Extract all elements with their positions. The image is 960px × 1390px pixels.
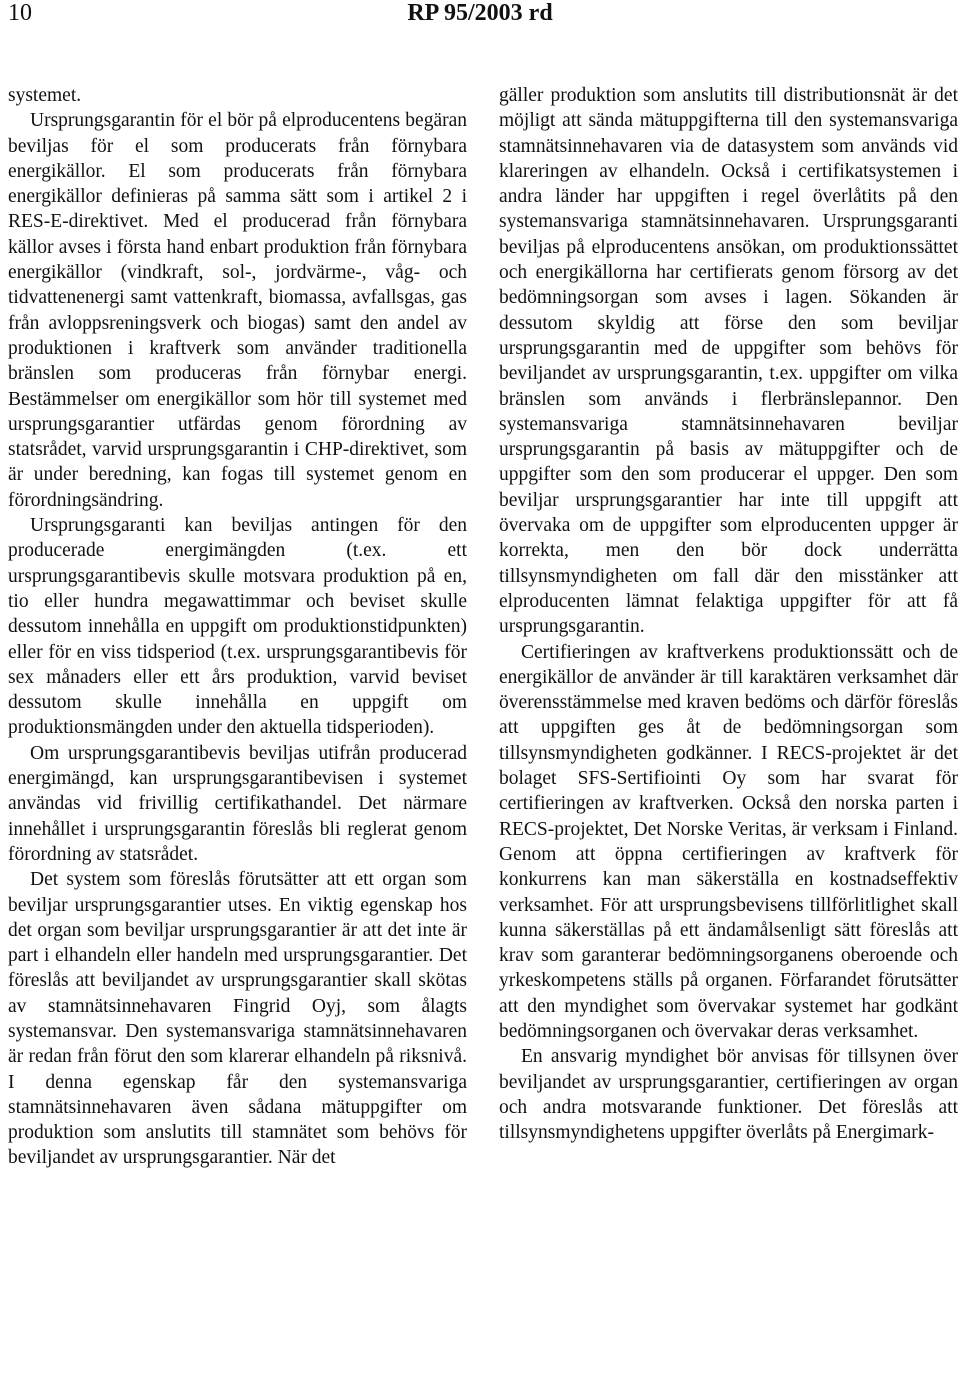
paragraph: gäller produktion som anslutits till distributionsnät är det möjligt att sända mätuppgifterna till den systemansvariga stamnätsinnehavaren via de datasystem som används vid klareringen av elhandeln. Också i certifikatsystemen i andra länder har uppgiften i regel överlåtits på den systemansvariga stamnätsinnehavaren. Ursprungsgaranti beviljas på elproducentens ansökan, om produktionssättet och energikällorna har certifierats genom försorg av det bedömningsorgan som avses i lagen. Sökanden är dessutom skyldig att förse den som beviljar ursprungsgarantin med de uppgifter som behövs för beviljandet av ursprungsgarantin, t.ex. uppgifter om vilka bränslen som används i flerbränslepannor. Den systemansvariga stamnätsinnehavaren beviljar ursprungsgarantin på basis av mätuppgifter och de uppgifter som den som producerar el uppger. Den som beviljar ursprungsgarantier har inte till uppgift att övervaka om de uppgifter som elproducenten uppger är korrekta, men den bör dock underrätta tillsynsmyndigheten om fall där den misstänker att elproducenten lämnat felaktiga uppgifter för att få ursprungsgarantin.	[499, 85, 958, 638]
right-column	[499, 83, 958, 1145]
paragraph: systemet.	[8, 85, 82, 106]
paragraph: Ursprungsgarantin för el bör på elproducentens begäran beviljas för el som producerats från förnybara energikällor. El som producerats från förnybara energikällor definieras på samma sätt som i artikel 2 i RES-E-direktivet. Med el producerad från förnybara källor avses i första hand enbart produktion från förnybara energikällor (vindkraft, sol-, jordvärme-, våg- och tidvattenenergi samt vattenkraft, biomassa, avfallsgas, gas från avloppsreningsverk och biogas) samt den andel av produktionen i kraftverk som använder traditionella bränslen som produceras från förnybar energi. Bestämmelser om energikällor som hör till systemet med ursprungsgarantier utfärdas genom förordning av statsrådet, varvid ursprungsgarantin i CHP-direktivet, som är under beredning, kan fogas till systemet genom en förordningsändring.	[8, 110, 467, 511]
paragraph: Om ursprungsgarantibevis beviljas utifrån producerad energimängd, kan ursprungsgarantibevisen i systemet användas vid frivillig certifikathandel. Det närmare innehållet i ursprungsgarantin föreslås bli reglerat genom förordning av statsrådet.	[8, 742, 467, 865]
page-number: 10	[8, 0, 32, 26]
document-id: RP 95/2003 rd	[407, 0, 553, 26]
left-column	[8, 83, 467, 1171]
paragraph: Certifieringen av kraftverkens produktionssätt och de energikällor de använder är till karaktären verksamhet där överensstämmelse med kraven bedöms och därför föreslås att uppgiften ges åt de bedömningsorgan som tillsynsmyndigheten godkänner. I RECS-projektet är det bolaget SFS-Sertifiointi Oy som har svarat för certifieringen av kraftverken. Också den norska parten i RECS-projektet, Det Norske Veritas, är verksam i Finland. Genom att öppna certifieringen av kraftverk för konkurrens kan man säkerställa en kostnadseffektiv verksamhet. För att ursprungsbevisens tillförlitlighet skall kunna säkerställas på ett ändamålsenligt sätt föreslås att krav som garanterar bedömningsorganens oberoende och yrkeskompetens ställs på organen. Förfarandet förutsätter att den myndighet som övervakar systemet har godkänt bedömningsorganen och övervakar deras verksamhet.	[499, 641, 958, 1042]
paragraph: En ansvarig myndighet bör anvisas för tillsynen över beviljandet av ursprungsgarantier, certifieringen av organ och andra motsvarande funktioner. Det föreslås att tillsynsmyndighetens uppgifter överlåts på Energimark-	[499, 1046, 958, 1144]
paragraph: Det system som föreslås förutsätter att ett organ som beviljar ursprungsgarantier utses. En viktig egenskap hos det organ som beviljar ursprungsgarantier är att det inte är part i elhandeln eller handeln med ursprungsgarantier. Det föreslås att beviljandet av ursprungsgarantier skall skötas av stamnätsinnehavaren Fingrid Oyj, som ålagts systemansvar. Den systemansvariga stamnätsinnehavaren är redan från förut den som klarerar elhandeln på riksnivå. I denna egenskap får den systemansvariga stamnätsinnehavaren även sådana mätuppgifter om produktion som anslutits till stamnätet som behövs för beviljandet av ursprungsgarantier. När det	[8, 869, 467, 1169]
page-header	[0, 0, 960, 40]
paragraph: Ursprungsgaranti kan beviljas antingen för den producerade energimängden (t.ex. ett ursprungsgarantibevis skulle motsvara produktion på en, tio eller hundra megawattimmar och beviset skulle dessutom innehålla en uppgift om produktionstidpunkten) eller för en viss tidsperiod (t.ex. ursprungsgarantibevis för sex månaders eller ett års produktion, varvid beviset dessutom skulle innehålla en uppgift om produktionsmängden under den aktuella tidsperioden).	[8, 515, 467, 739]
